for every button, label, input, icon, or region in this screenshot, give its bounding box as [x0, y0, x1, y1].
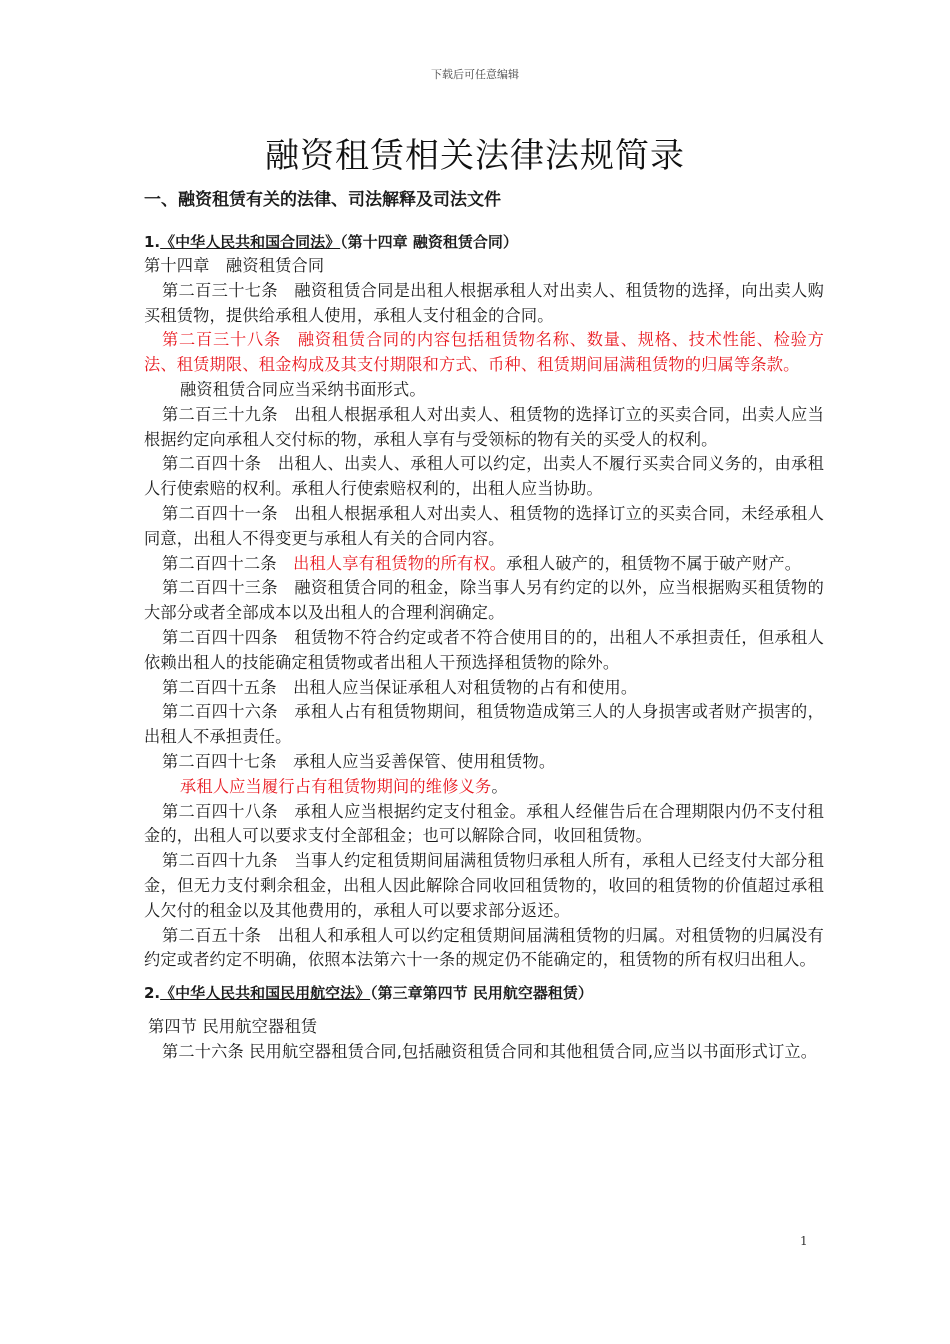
article-242-rest: 承租人破产的，租赁物不属于破产财产。: [506, 553, 802, 573]
article-238-note: 融资租赁合同应当采纳书面形式。: [180, 379, 426, 399]
law1-number: 1.: [144, 233, 161, 251]
chapter-line: 第十四章 融资租赁合同: [144, 256, 325, 275]
article-26: 第二十六条 民用航空器租赁合同,包括融资租赁合同和其他租赁合同,应当以书面形式订立。: [162, 1041, 818, 1061]
article-242-prefix: 第二百四十二条: [162, 553, 294, 573]
article-243: 第二百四十三条 融资租赁合同的租金，除当事人另有约定的以外，应当根据购买租赁物的大部分或者全部成本以及出租人的合理利润确定。: [144, 578, 824, 623]
article-237: 第二百三十七条 融资租赁合同是出租人根据承租人对出卖人、租赁物的选择，向出卖人购买租赁物，提供给承租人使用，承租人支付租金的合同。: [144, 280, 824, 325]
article-241: 第二百四十一条 出租人根据承租人对出卖人、租赁物的选择订立的买卖合同，未经承租人同意，出租人不得变更与承租人有关的合同内容。: [144, 503, 824, 548]
article-239: 第二百三十九条 出租人根据承租人对出卖人、租赁物的选择订立的买卖合同，出卖人应当根据约定向承租人交付标的物，承租人享有与受领标的物有关的买受人的权利。: [144, 404, 824, 449]
law2-name: 《中华人民共和国民用航空法》: [160, 984, 371, 1003]
article-249: 第二百四十九条 当事人约定租赁期间届满租赁物归承租人所有，承租人已经支付大部分租金，但无力支付剩余租金，出租人因此解除合同收回租赁物的，收回的租赁物的价值超过承租人欠付的租金以及其他费用的，承租人可以要求部分返还。: [144, 851, 824, 920]
article-245: 第二百四十五条 出租人应当保证承租人对租赁物的占有和使用。: [162, 677, 638, 697]
law2-number: 2.: [144, 984, 161, 1003]
law2-heading: [144, 981, 824, 1005]
article-242: [144, 552, 824, 577]
article-244: 第二百四十四条 租赁物不符合约定或者不符合使用目的的，出租人不承担责任，但承租人依赖出租人的技能确定租赁物或者出租人干预选择租赁物的除外。: [144, 627, 824, 672]
section-line: 第四节 民用航空器租赁: [148, 1017, 318, 1037]
law1-chapter: （第十四章 融资租赁合同）: [340, 233, 518, 251]
article-247-highlight: 承租人应当履行占有租赁物期间的维修义务: [180, 776, 492, 796]
article-247: 第二百四十七条 承租人应当妥善保管、使用租赁物。: [162, 751, 556, 771]
article-242-highlight: 出租人享有租赁物的所有权。: [293, 553, 507, 573]
law2-chapter: （第三章第四节 民用航空器租赁）: [370, 984, 593, 1003]
law1-name: 《中华人民共和国合同法》: [160, 233, 341, 251]
article-240: 第二百四十条 出租人、出卖人、承租人可以约定，出卖人不履行买卖合同义务的，由承租人行使索赔的权利。承租人行使索赔权利的，出租人应当协助。: [144, 454, 824, 499]
law1-heading: [144, 230, 824, 254]
article-250: 第二百五十条 出租人和承租人可以约定租赁期间届满租赁物的归属。对租赁物的归属没有约定或者约定不明确，依照本法第六十一条的规定仍不能确定的，租赁物的所有权归出租人。: [144, 925, 824, 970]
article-246: 第二百四十六条 承租人占有租赁物期间，租赁物造成第三人的人身损害或者财产损害的，出租人不承担责任。: [144, 702, 824, 747]
section-heading: 一、融资租赁有关的法律、司法解释及司法文件: [144, 190, 501, 210]
article-247-note: [144, 775, 824, 800]
document-title: 融资租赁相关法律法规简录: [265, 136, 685, 176]
article-238: 第二百三十八条 融资租赁合同的内容包括租赁物名称、数量、规格、技术性能、检验方法、租赁期限、租金构成及其支付期限和方式、币种、租赁期间届满租赁物的归属等条款。: [144, 330, 824, 375]
document-body: [144, 188, 824, 1065]
article-248: 第二百四十八条 承租人应当根据约定支付租金。承租人经催告后在合理期限内仍不支付租金的，出租人可以要求支付全部租金；也可以解除合同，收回租赁物。: [144, 801, 824, 846]
page-number: 1: [800, 1234, 808, 1248]
page-header: 下载后可任意编辑: [431, 68, 519, 81]
article-247-tail: 。: [491, 776, 508, 796]
